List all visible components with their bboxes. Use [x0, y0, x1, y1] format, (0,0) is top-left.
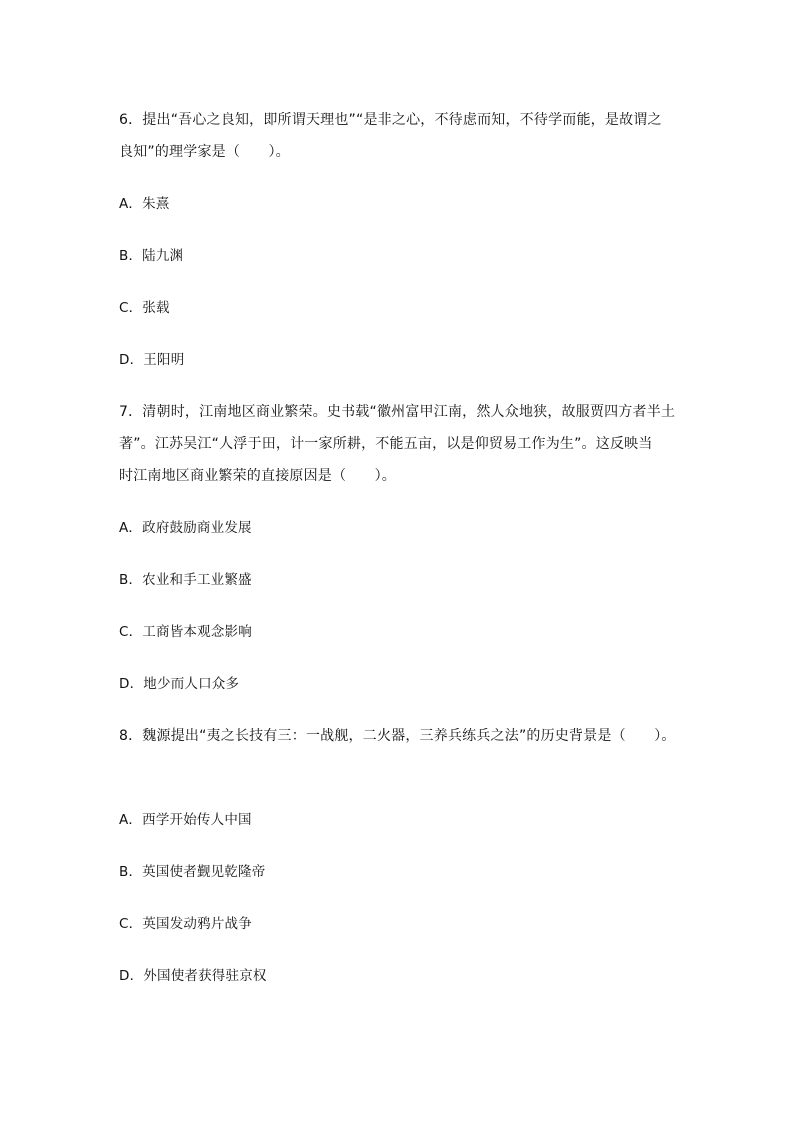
- question-6-stem-line-1: 6．提出“吾心之良知，即所谓天理也”“是非之心，不待虑而知，不待学而能，是故谓之: [119, 112, 662, 128]
- question-7-option-b: B．农业和手工业繁盛: [119, 572, 252, 588]
- question-6-option-c: C．张载: [119, 300, 170, 316]
- question-8-option-b: B．英国使者觐见乾隆帝: [119, 864, 266, 880]
- question-7-option-d: D．地少而人口众多: [119, 676, 240, 692]
- question-8-option-d: D．外国使者获得驻京权: [119, 968, 267, 984]
- question-8-stem-line-1: 8．魏源提出“夷之长技有三：一战舰，二火器，三养兵练兵之法”的历史背景是（ ）。: [119, 728, 676, 744]
- question-6-stem-line-2: 良知”的理学家是（ ）。: [119, 144, 290, 160]
- question-8-option-c: C．英国发动鸦片战争: [119, 916, 252, 932]
- question-6-option-a: A．朱熹: [119, 196, 170, 212]
- question-6-option-d: D．王阳明: [119, 352, 185, 368]
- question-6-option-b: B．陆九渊: [119, 248, 184, 264]
- question-8-option-a: A．西学开始传人中国: [119, 812, 252, 828]
- question-7-option-a: A．政府鼓励商业发展: [119, 520, 252, 536]
- question-7-stem-line-1: 7．清朝时，江南地区商业繁荣。史书载“徽州富甲江南，然人众地狭，故服贾四方者半土: [119, 404, 676, 420]
- question-7-stem-line-3: 时江南地区商业繁荣的直接原因是（ ）。: [119, 468, 396, 484]
- question-7-stem-line-2: 著”。江苏吴江“人浮于田，计一家所耕，不能五亩，以是仰贸易工作为生”。这反映当: [119, 436, 653, 452]
- question-7-option-c: C．工商皆本观念影响: [119, 624, 252, 640]
